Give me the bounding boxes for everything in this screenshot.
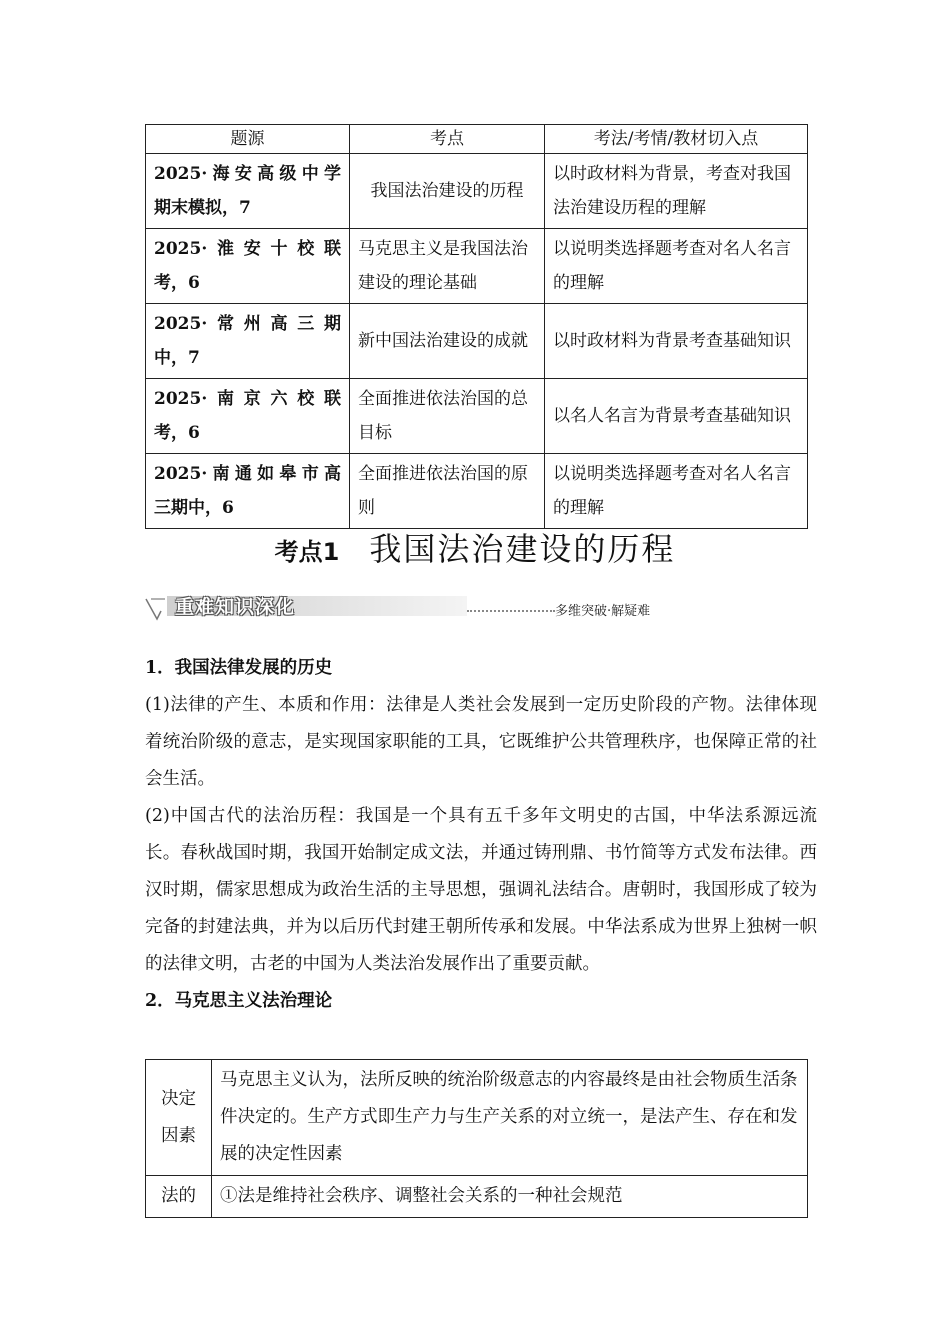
heading-1: 1．我国法律发展的历史 — [145, 658, 333, 678]
source-cell — [146, 154, 350, 229]
body-text — [145, 650, 817, 1020]
source-line-1: 2025·海安高级中学 — [154, 164, 341, 184]
source-line-2: 三期中，6 — [154, 498, 234, 518]
row-label: 决定因素 — [146, 1060, 212, 1176]
section-banner — [145, 592, 651, 628]
source-cell — [146, 379, 350, 454]
method-cell: 以说明类选择题考查对名人名言的理解 — [545, 454, 808, 529]
section-heading — [0, 524, 950, 574]
header-topic: 考点 — [350, 125, 545, 154]
table-row — [146, 379, 808, 454]
row-text: 马克思主义认为，法所反映的统治阶级意志的内容最终是由社会物质生活条件决定的。生产方式即生产力与生产关系的对立统一，是法产生、存在和发展的决定性因素 — [212, 1060, 808, 1176]
table-row — [146, 1176, 808, 1218]
table-row — [146, 304, 808, 379]
source-line-2: 中，7 — [154, 348, 200, 368]
row-text: ①法是维持社会秩序、调整社会关系的一种社会规范 — [212, 1176, 808, 1218]
table-row — [146, 229, 808, 304]
row-label: 法的 — [146, 1176, 212, 1218]
topic-cell: 马克思主义是我国法治建设的理论基础 — [350, 229, 545, 304]
banner-title: 重难知识深化 — [175, 596, 296, 618]
banner-subtitle: 多维突破·解疑难 — [555, 604, 651, 619]
topic-cell: 全面推进依法治国的原则 — [350, 454, 545, 529]
paragraph-2: (2)中国古代的法治历程：我国是一个具有五千多年文明史的古国，中华法系源远流长。春秋战国时期，我国开始制定成文法，并通过铸刑鼎、书竹简等方式发布法律。西汉时期，儒家思想成为政治生活的主导思想，强调礼法结合。唐朝时，我国形成了较为完备的封建法典，并为以后历代封建王朝所传承和发展。中华法系成为世界上独树一帜的法律文明，古老的中国为人类法治发展作出了重要贡献。 — [145, 806, 817, 974]
topic-cell: 新中国法治建设的成就 — [350, 304, 545, 379]
source-line-2: 考，6 — [154, 273, 200, 293]
section-number: 考点1 — [274, 538, 340, 566]
section-title: 我国法治建设的历程 — [369, 530, 676, 568]
topic-cell: 我国法治建设的历程 — [350, 154, 545, 229]
banner-dots — [467, 610, 555, 612]
source-line-1: 2025·南京六校联 — [154, 389, 341, 409]
source-line-2: 期末模拟，7 — [154, 198, 251, 218]
source-line-1: 2025·南通如皋市高 — [154, 464, 341, 484]
source-line-1: 2025·常州高三期 — [154, 314, 341, 334]
marx-table — [145, 1059, 808, 1218]
source-line-1: 2025·淮安十校联 — [154, 239, 341, 259]
method-cell: 以名人名言为背景考查基础知识 — [545, 379, 808, 454]
method-cell: 以说明类选择题考查对名人名言的理解 — [545, 229, 808, 304]
source-table-header — [146, 125, 808, 154]
table-row — [146, 1060, 808, 1176]
source-line-2: 考，6 — [154, 423, 200, 443]
header-method: 考法/考情/教材切入点 — [545, 125, 808, 154]
source-table — [145, 124, 808, 529]
table-row — [146, 454, 808, 529]
source-cell — [146, 304, 350, 379]
source-cell — [146, 229, 350, 304]
paragraph-1: (1)法律的产生、本质和作用：法律是人类社会发展到一定历史阶段的产物。法律体现着统治阶级的意志，是实现国家职能的工具，它既维护公共管理秩序，也保障正常的社会生活。 — [145, 695, 817, 789]
header-source: 题源 — [146, 125, 350, 154]
method-cell: 以时政材料为背景，考查对我国法治建设历程的理解 — [545, 154, 808, 229]
method-cell: 以时政材料为背景考查基础知识 — [545, 304, 808, 379]
source-cell — [146, 454, 350, 529]
heading-2: 2．马克思主义法治理论 — [145, 991, 333, 1011]
topic-cell: 全面推进依法治国的总目标 — [350, 379, 545, 454]
table-row — [146, 154, 808, 229]
